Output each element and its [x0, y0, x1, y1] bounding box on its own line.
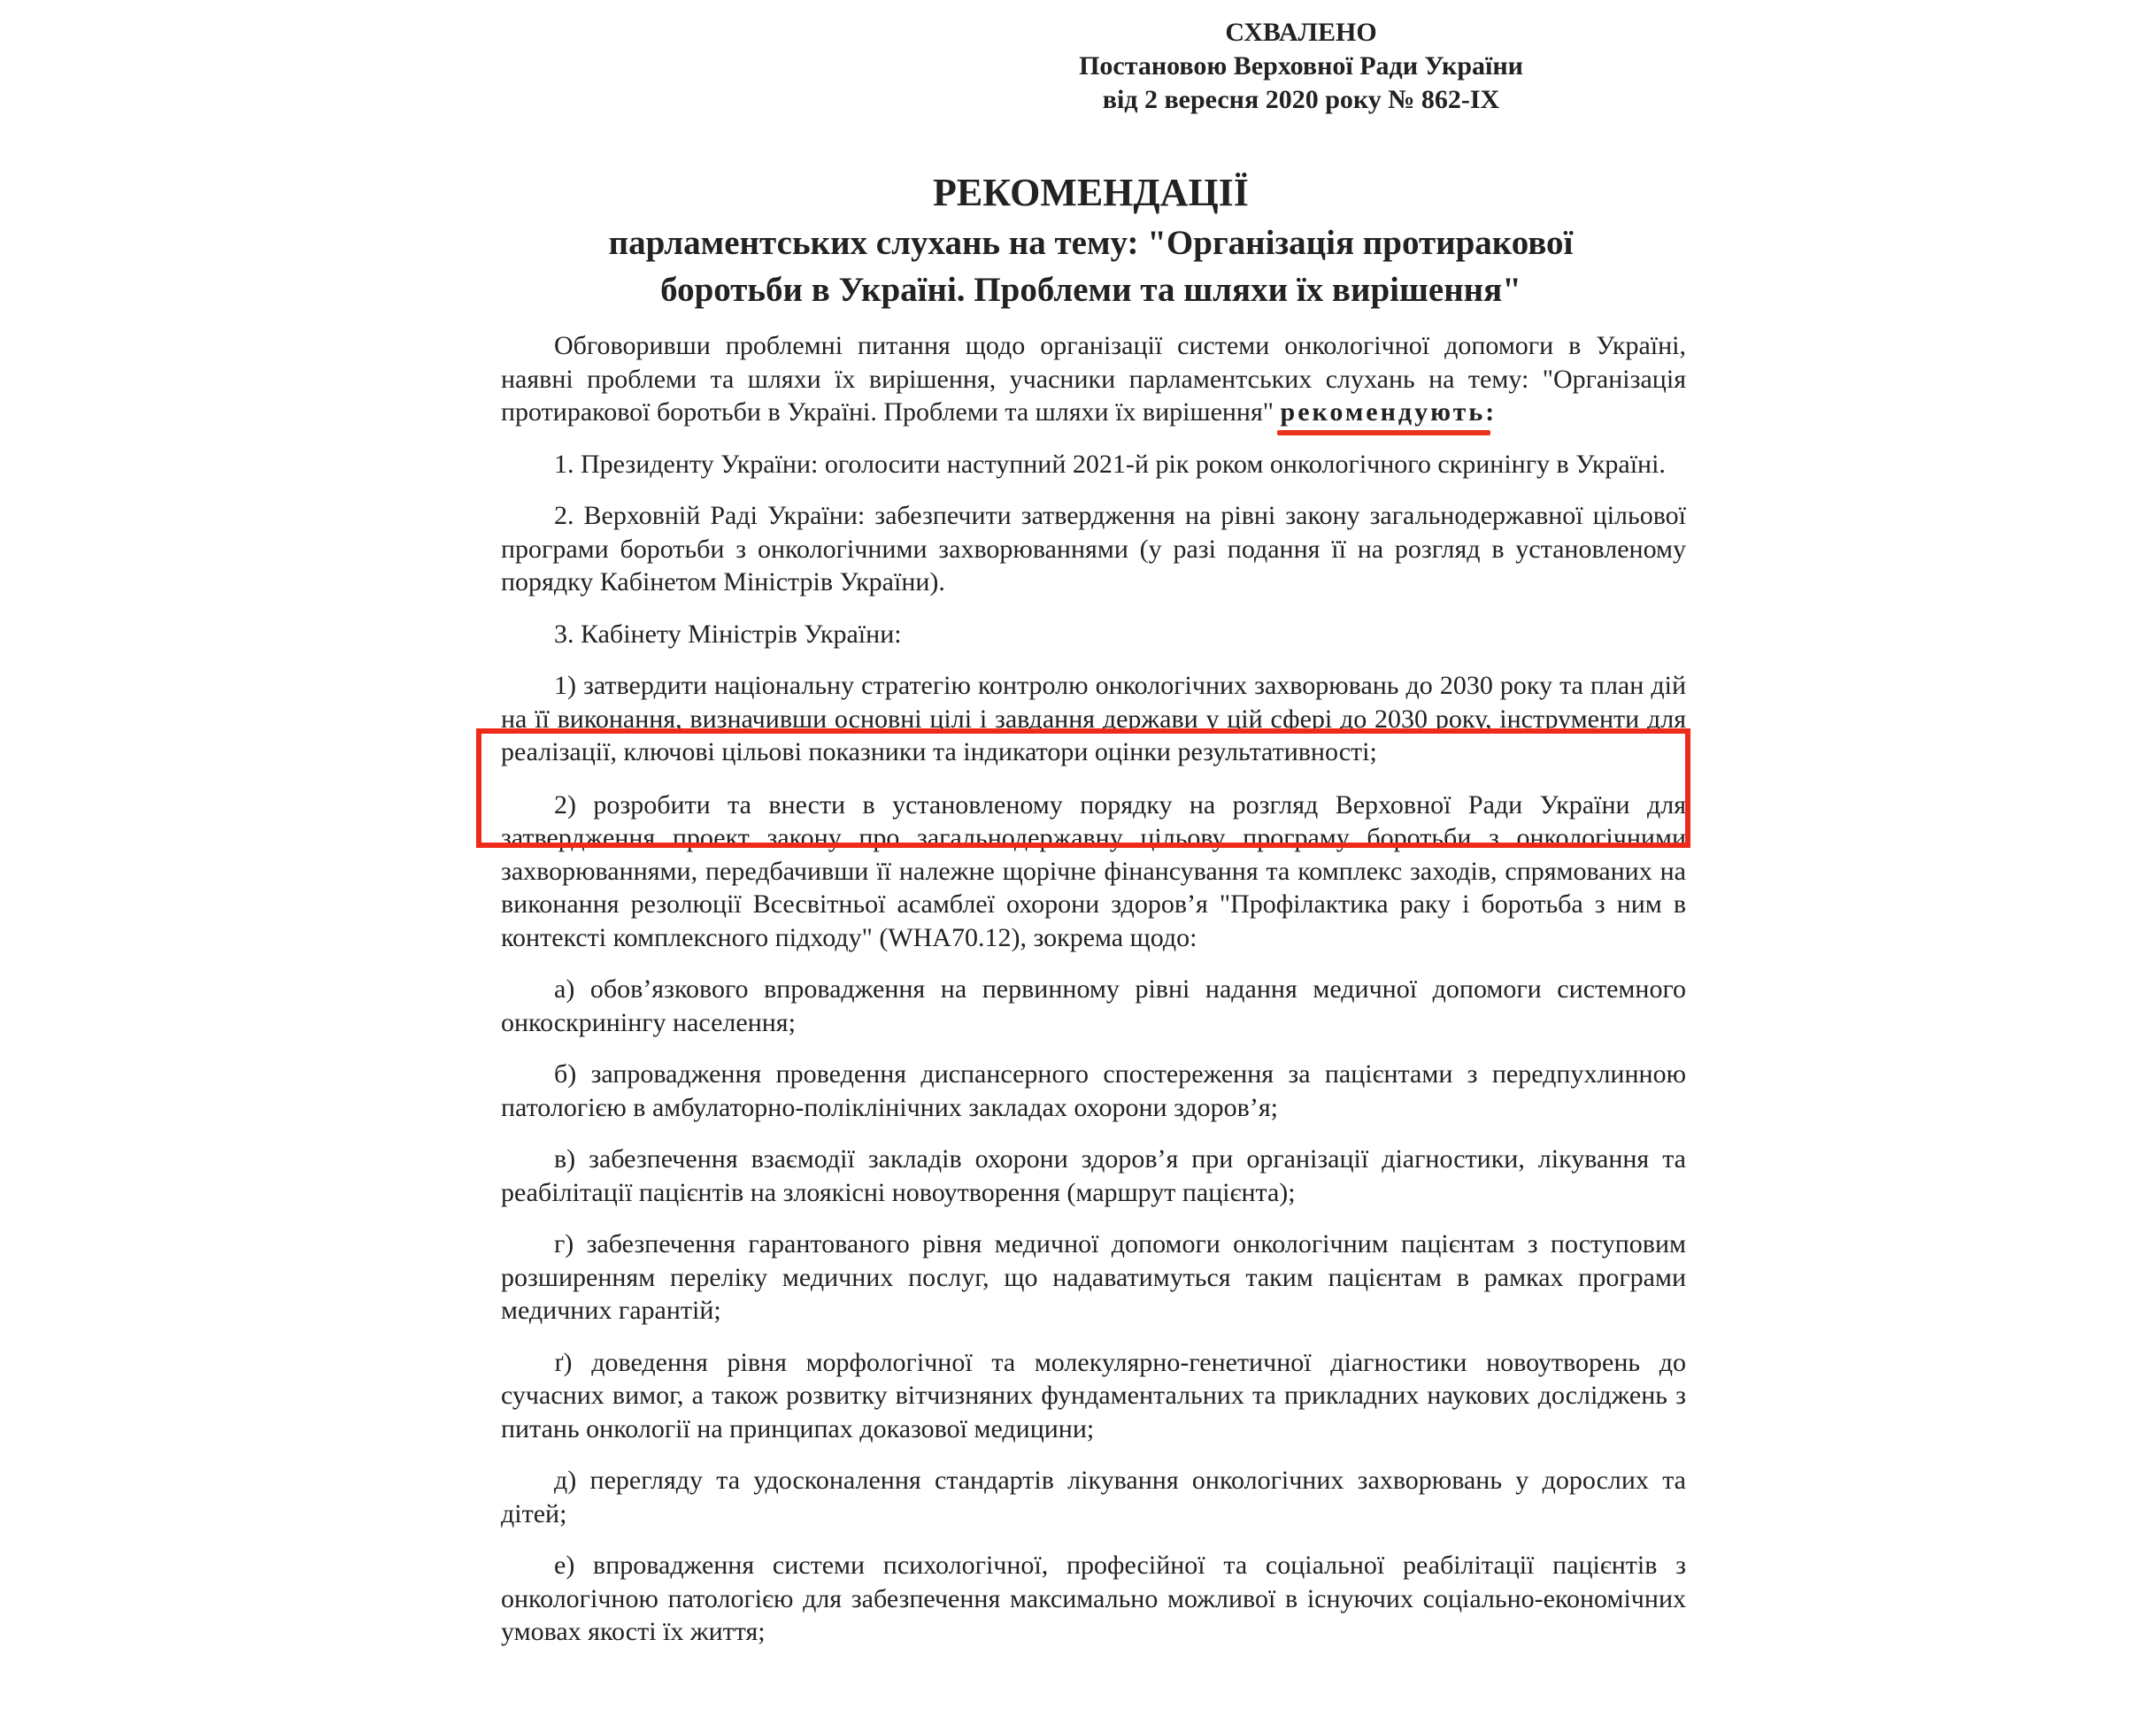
- subitem-d: д) перегляду та удосконалення стандартів лікування онкологічних захворювань у дорослих та дітей;: [501, 1466, 1686, 1528]
- document-body: [501, 329, 1686, 1667]
- document-title-block: [491, 166, 1690, 313]
- item-parliament: 2. Верховній Раді України: забезпечити затвердження на рівні закону загальнодержавної цільової програми боротьби з онкологічними захворюваннями (у разі подання її на розгляд в установленому порядку Кабінетом Міністрів України).: [501, 501, 1686, 597]
- document-title: РЕКОМЕНДАЦІЇ: [933, 171, 1249, 214]
- subitem-v: в) забезпечення взаємодії закладів охорони здоров’я при організації діагностики, лікування та реабілітації пацієнтів на злоякісні новоутворення (маршрут пацієнта);: [501, 1144, 1686, 1207]
- subitem-a: а) обов’язкового впровадження на первинному рівні надання медичної допомоги системного онкоскринінгу населення;: [501, 974, 1686, 1037]
- subitem-g: ґ) доведення рівня морфологічної та молекулярно-генетичної діагностики новоутворень до сучасних вимог, а також розвитку вітчизняних фундаментальних та прикладних наукових досліджень з питань онкології на принципах доказової медицини;: [501, 1347, 1686, 1443]
- approval-heading: СХВАЛЕНО: [1225, 18, 1377, 47]
- recommend-colon: :: [1485, 397, 1495, 427]
- approval-stamp: [1018, 16, 1584, 117]
- approval-date: від 2 вересня 2020 року № 862-IX: [1102, 85, 1500, 114]
- intro-text: Обговоривши проблемні питання щодо організації системи онкологічної допомоги в Україні, наявні проблеми та шляхи їх вирішення, учасники парламентських слухань на тему: "Організація протиракової боротьби в Україні. Проблеми та шляхи їх вирішення": [501, 331, 1686, 427]
- approval-decree: Постановою Верховної Ради України: [1079, 51, 1523, 81]
- item-cabinet-2: 2) розробити та внести в установленому порядку на розгляд Верховної Ради України для затвердження проект закону про загальнодержавну цільову програму боротьби з онкологічними захворюваннями, передбачивши її належне щорічне фінансування та комплекс заходів, спрямованих на виконання резолюції Всесвітньої асамблеї охорони здоров’я "Профілактика раку і боротьба з ним в контексті комплексного підходу" (WHA70.12), зокрема щодо:: [501, 789, 1686, 952]
- subitem-h: г) забезпечення гарантованого рівня медичної допомоги онкологічним пацієнтам з поступовим розширенням переліку медичних послуг, що надаватимуться таким пацієнтам в рамках програми медичних гарантій;: [501, 1229, 1686, 1325]
- subitem-b: б) запровадження проведення диспансерного спостереження за пацієнтами з передпухлинною патологією в амбулаторно-поліклінічних закладах охорони здоров’я;: [501, 1059, 1686, 1122]
- item-cabinet: 3. Кабінету Міністрів України:: [554, 619, 902, 649]
- subitem-e: е) впровадження системи психологічної, професійної та соціальної реабілітації пацієнтів з онкологічною патологією для забезпечення максимально можливої в існуючих соціально-економічних умовах якості їх життя;: [501, 1551, 1686, 1646]
- document-subtitle: [491, 219, 1690, 313]
- recommend-word-underlined: рекомендують: [1281, 396, 1486, 429]
- subtitle-line-2: боротьби в Україні. Проблеми та шляхи їх вирішення": [660, 271, 1521, 309]
- item-president: 1. Президенту України: оголосити наступний 2021-й рік роком онкологічного скринінгу в Україні.: [554, 449, 1666, 479]
- subtitle-line-1: парламентських слухань на тему: "Організація протиракової: [608, 224, 1574, 262]
- item-cabinet-1-highlighted: 1) затвердити національну стратегію контролю онкологічних захворювань до 2030 року та план дій на її виконання, визначивши основні цілі і завдання держави у цій сфері до 2030 року, інструменти для реалізації, ключові цільові показники та індикатори оцінки результативності;: [501, 671, 1686, 766]
- intro-paragraph: [501, 329, 1686, 429]
